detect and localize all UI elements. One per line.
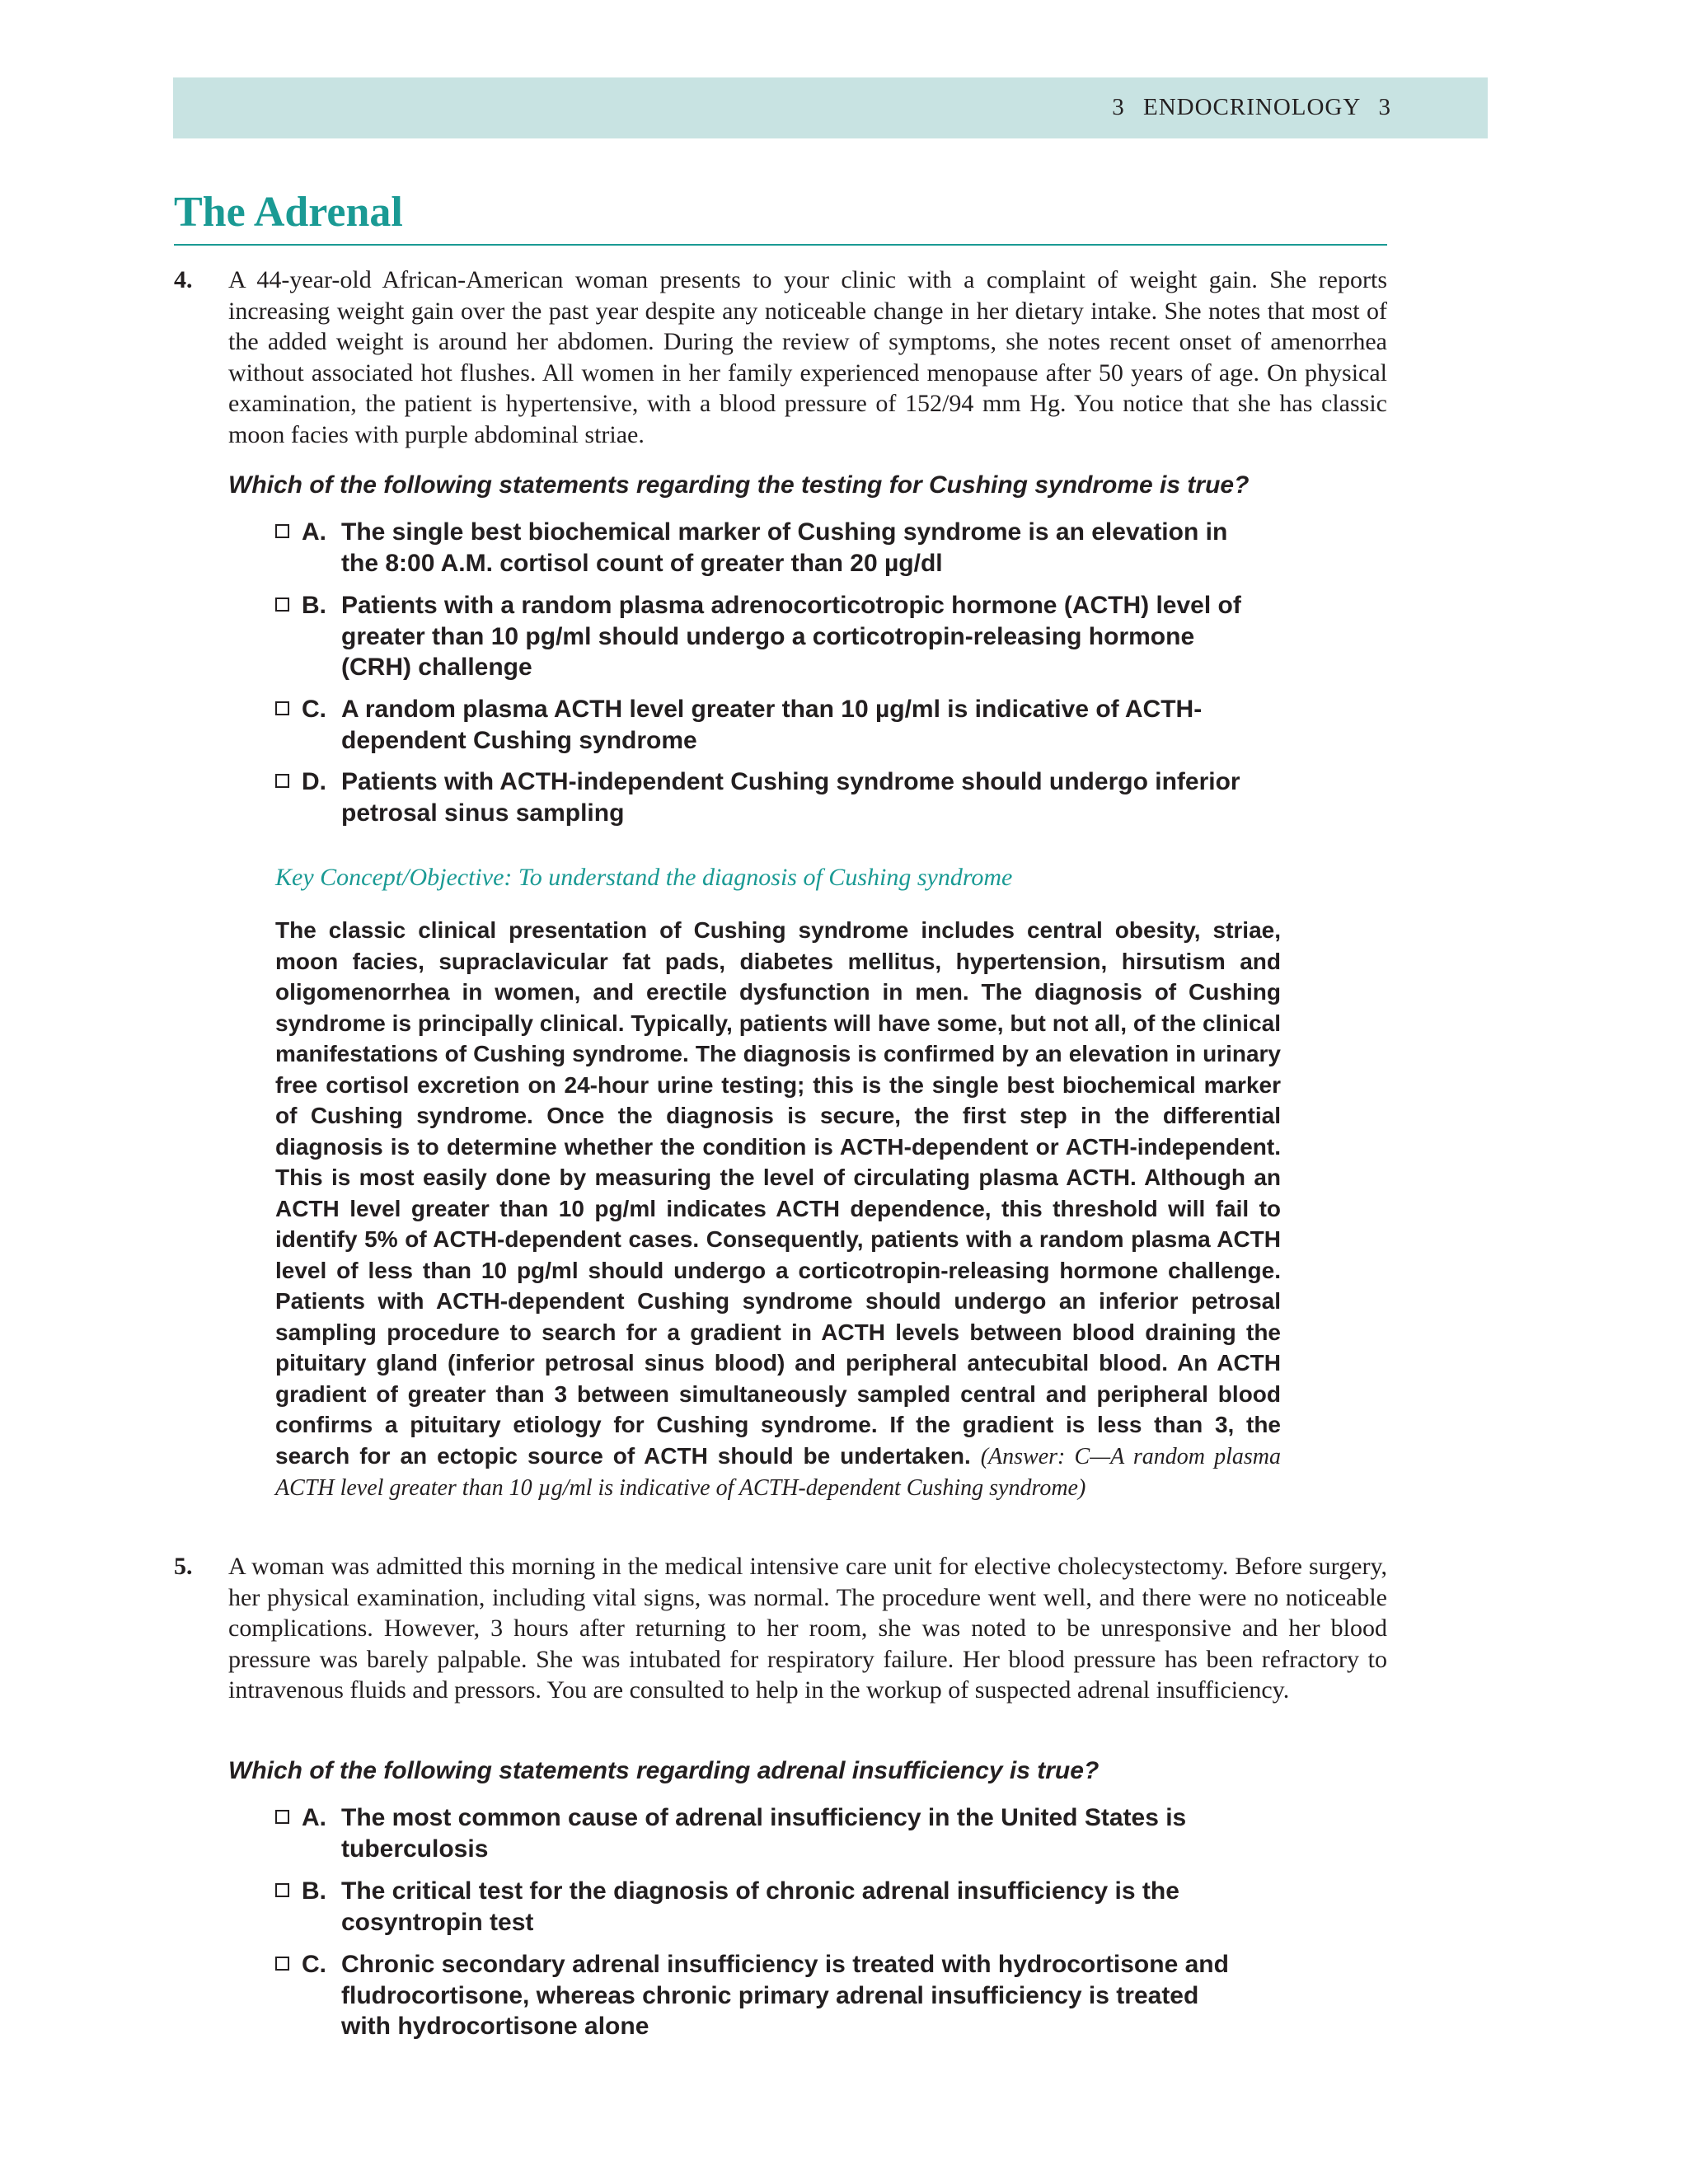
question-number: 5.: [174, 1553, 193, 1580]
answer-text: (Answer: C—A random plasma ACTH level greater than 10 µg/ml is indicative of ACTH-dependent Cushing syndrome): [275, 1443, 1281, 1501]
checkbox-icon[interactable]: [275, 774, 289, 788]
answer-choice[interactable]: [275, 766, 1248, 828]
choice-text: The single best biochemical marker of Cushing syndrome is an elevation in the 8:00 A.M. cortisol count of greater than 20 µg/dl: [341, 518, 1228, 577]
chapter-number: 3: [1112, 94, 1125, 120]
choice-text: Patients with a random plasma adrenocorticotropic hormone (ACTH) level of greater than 10 pg/ml should undergo a corticotropin-releasing hormone (CRH) challenge: [341, 592, 1241, 681]
answer-choice[interactable]: [275, 1802, 1248, 1864]
question-number: 4.: [174, 266, 193, 293]
answer-choice[interactable]: [275, 694, 1248, 756]
running-header-text: [1112, 94, 1391, 121]
checkbox-icon[interactable]: [275, 1883, 289, 1897]
answer-choice[interactable]: [275, 517, 1248, 579]
checkbox-icon[interactable]: [275, 598, 289, 612]
choice-text: Patients with ACTH-independent Cushing syndrome should undergo inferior petrosal sinus sampling: [341, 768, 1240, 827]
key-concept: Key Concept/Objective: To understand the diagnosis of Cushing syndrome: [275, 864, 1013, 891]
answer-choice[interactable]: [275, 1949, 1248, 2042]
choice-text: A random plasma ACTH level greater than 10 µg/ml is indicative of ACTH-dependent Cushing syndrome: [341, 696, 1203, 754]
chapter-title: ENDOCRINOLOGY: [1143, 94, 1361, 120]
question-stem: A 44-year-old African-American woman presents to your clinic with a complaint of weight gain. She reports increasing weight gain over the past year despite any noticeable change in her dietary intake. She notes that most of the added weight is around her abdomen. During the review of symptoms, she notes recent onset of amenorrhea without associated hot flushes. All women in her family experienced menopause after 50 years of age. On physical examination, the patient is hypertensive, with a blood pressure of 152/94 mm Hg. You notice that she has classic moon facies with purple abdominal striae.: [228, 266, 1387, 448]
choice-letter: B.: [302, 592, 326, 619]
choice-letter: C.: [302, 1951, 326, 1978]
explanation: [275, 915, 1281, 1504]
choice-letter: C.: [302, 696, 326, 723]
answer-choice[interactable]: [275, 1876, 1248, 1938]
checkbox-icon[interactable]: [275, 701, 289, 715]
choice-text: The most common cause of adrenal insufficiency in the United States is tuberculosis: [341, 1804, 1187, 1863]
choice-letter: A.: [302, 518, 326, 546]
question-prompt: Which of the following statements regarding the testing for Cushing syndrome is true?: [228, 471, 1250, 499]
question-prompt: Which of the following statements regarding adrenal insufficiency is true?: [228, 1757, 1100, 1784]
checkbox-icon[interactable]: [275, 1810, 289, 1824]
section-title-rule: [174, 244, 1387, 246]
explanation-text: The classic clinical presentation of Cushing syndrome includes central obesity, striae, moon facies, supraclavicular fat pads, diabetes mellitus, hypertension, hirsutism and oligomenorrhea in women, and erectile dysfunction in men. The diagnosis of Cushing syndrome is principally clinical. Typically, patients will have some, but not all, of the clinical manifestations of Cushing syndrome. The diagnosis is confirmed by an elevation in urinary free cortisol excretion on 24-hour urine testing; this is the single best biochemical marker of Cushing syndrome. Once the diagnosis is secure, the first step in the differential diagnosis is to determine whether the condition is ACTH-dependent or ACTH-independent. This is most easily done by measuring the level of circulating plasma ACTH. Although an ACTH level greater than 10 pg/ml indicates ACTH dependence, this threshold will fail to identify 5% of ACTH-dependent cases. Consequently, patients with a random plasma ACTH level of less than 10 pg/ml should undergo a corticotropin-releasing hormone challenge. Patients with ACTH-dependent Cushing syndrome should undergo an inferior petrosal sampling procedure to search for a gradient in ACTH levels between blood draining the pituitary gland (inferior petrosal sinus blood) and peripheral antecubital blood. An ACTH gradient of greater than 3 between simultaneously sampled central and peripheral blood confirms a pituitary etiology for Cushing syndrome. If the gradient is less than 3, the search for an ectopic source of ACTH should be undertaken.: [275, 917, 1281, 1469]
choice-text: The critical test for the diagnosis of chronic adrenal insufficiency is the cosyntropin test: [341, 1877, 1179, 1936]
question-stem: A woman was admitted this morning in the medical intensive care unit for elective cholecystectomy. Before surgery, her physical examination, including vital signs, was normal. The procedure went well, and there were no noticeable complications. However, 3 hours after returning to her room, she was noted to be unresponsive and her blood pressure was barely palpable. She was intubated for respiratory failure. Her blood pressure has been refractory to intravenous fluids and pressors. You are consulted to help in the workup of suspected adrenal insufficiency.: [228, 1553, 1387, 1704]
section-title: The Adrenal: [174, 189, 403, 236]
choice-letter: B.: [302, 1877, 326, 1905]
page-number: 3: [1378, 94, 1391, 120]
choice-letter: A.: [302, 1804, 326, 1831]
running-header: [173, 77, 1488, 138]
choice-text: Chronic secondary adrenal insufficiency is treated with hydrocortisone and fludrocortisone, whereas chronic primary adrenal insufficiency is treated with hydrocortisone alone: [341, 1951, 1229, 2040]
checkbox-icon[interactable]: [275, 524, 289, 538]
answer-choice[interactable]: [275, 590, 1248, 683]
choice-letter: D.: [302, 768, 326, 795]
checkbox-icon[interactable]: [275, 1957, 289, 1971]
